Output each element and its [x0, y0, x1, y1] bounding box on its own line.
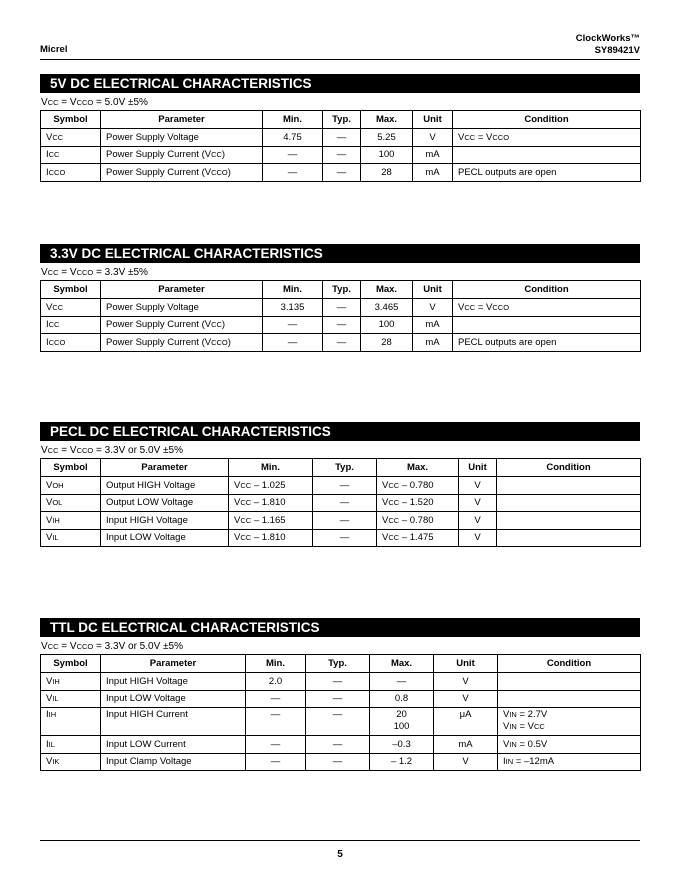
table-row: [41, 146, 641, 164]
table-cell: VCC – 0.780: [377, 477, 459, 495]
table-cell: V: [434, 673, 498, 691]
table-cell: —: [323, 129, 361, 147]
table-cell: 20 100: [370, 708, 434, 736]
table-cell: IIH: [41, 708, 101, 736]
table-cell: 3.135: [263, 299, 323, 317]
table-cell: Power Supply Current (VCC): [101, 146, 263, 164]
table-row: [41, 529, 641, 547]
column-header: Max.: [361, 111, 413, 129]
table-cell: Output LOW Voltage: [101, 494, 229, 512]
table-row: [41, 512, 641, 530]
table-row: [41, 164, 641, 182]
section-title: PECL DC ELECTRICAL CHARACTERISTICS: [40, 422, 640, 441]
table-cell: mA: [413, 164, 453, 182]
table-cell: 5.25: [361, 129, 413, 147]
table-cell: Power Supply Voltage: [101, 129, 263, 147]
table-cell: —: [246, 753, 306, 771]
table-cell: [497, 494, 641, 512]
section-title: 5V DC ELECTRICAL CHARACTERISTICS: [40, 74, 640, 93]
section-4: [40, 618, 640, 771]
table-cell: VIN = 0.5V: [498, 736, 641, 754]
column-header: Parameter: [101, 459, 229, 477]
table-cell: VIL: [41, 690, 101, 708]
table-row: [41, 736, 641, 754]
table-cell: VCC – 1.810: [229, 529, 313, 547]
table-cell: VCC – 1.165: [229, 512, 313, 530]
table-cell: —: [323, 334, 361, 352]
table-cell: V: [413, 129, 453, 147]
table-cell: VIK: [41, 753, 101, 771]
column-header: Max.: [377, 459, 459, 477]
table-cell: ICCO: [41, 164, 101, 182]
table-cell: —: [323, 316, 361, 334]
table-cell: 28: [361, 164, 413, 182]
table-cell: ICC: [41, 316, 101, 334]
table-cell: – 1.2: [370, 753, 434, 771]
table-cell: VCC – 1.520: [377, 494, 459, 512]
column-header: Unit: [413, 111, 453, 129]
table-cell: V: [434, 753, 498, 771]
table-cell: VIL: [41, 529, 101, 547]
column-header: Unit: [459, 459, 497, 477]
test-condition: VCC = VCCO = 5.0V ±5%: [41, 97, 148, 108]
table-cell: —: [263, 316, 323, 334]
table-cell: V: [459, 512, 497, 530]
table-cell: Input HIGH Voltage: [101, 512, 229, 530]
table-cell: —: [323, 299, 361, 317]
table-cell: —: [306, 690, 370, 708]
characteristics-table: [40, 280, 641, 352]
table-row: [41, 477, 641, 495]
table-cell: 0.8: [370, 690, 434, 708]
table-cell: [497, 512, 641, 530]
column-header: Max.: [370, 655, 434, 673]
table-cell: —: [306, 673, 370, 691]
header-rule: [40, 59, 640, 60]
table-cell: IIN = –12mA: [498, 753, 641, 771]
column-header: Typ.: [323, 281, 361, 299]
characteristics-table: [40, 458, 641, 547]
table-header-row: [41, 111, 641, 129]
table-cell: —: [263, 334, 323, 352]
table-cell: 28: [361, 334, 413, 352]
section-title: 3.3V DC ELECTRICAL CHARACTERISTICS: [40, 244, 640, 263]
column-header: Symbol: [41, 281, 101, 299]
table-cell: —: [246, 708, 306, 736]
table-cell: VCC – 1.810: [229, 494, 313, 512]
table-row: [41, 334, 641, 352]
column-header: Condition: [453, 281, 641, 299]
characteristics-table: [40, 110, 641, 182]
column-header: Unit: [434, 655, 498, 673]
table-cell: V: [434, 690, 498, 708]
table-cell: —: [323, 146, 361, 164]
table-cell: 100: [361, 316, 413, 334]
table-cell: —: [246, 736, 306, 754]
table-cell: [498, 673, 641, 691]
page-number: 5: [337, 849, 343, 860]
section-2: [40, 244, 640, 352]
document-header: [576, 33, 640, 57]
table-cell: —: [246, 690, 306, 708]
column-header: Typ.: [313, 459, 377, 477]
column-header: Symbol: [41, 655, 101, 673]
table-cell: —: [313, 477, 377, 495]
table-cell: VIN = 2.7V VIN = VCC: [498, 708, 641, 736]
table-cell: —: [370, 673, 434, 691]
part-number: SY89421V: [594, 45, 640, 56]
column-header: Parameter: [101, 655, 246, 673]
column-header: Parameter: [101, 281, 263, 299]
table-cell: VCC: [41, 299, 101, 317]
table-cell: Input LOW Voltage: [101, 529, 229, 547]
table-cell: VIH: [41, 673, 101, 691]
table-cell: IIL: [41, 736, 101, 754]
table-cell: Input HIGH Voltage: [101, 673, 246, 691]
table-cell: V: [459, 477, 497, 495]
table-row: [41, 690, 641, 708]
table-row: [41, 753, 641, 771]
table-cell: V: [413, 299, 453, 317]
table-cell: [453, 146, 641, 164]
table-cell: —: [306, 753, 370, 771]
table-cell: VCC – 1.475: [377, 529, 459, 547]
table-cell: –0.3: [370, 736, 434, 754]
table-cell: Power Supply Current (VCCO): [101, 164, 263, 182]
table-cell: —: [306, 736, 370, 754]
table-cell: Output HIGH Voltage: [101, 477, 229, 495]
column-header: Typ.: [323, 111, 361, 129]
table-cell: 100: [361, 146, 413, 164]
test-condition: VCC = VCCO = 3.3V or 5.0V ±5%: [41, 641, 183, 652]
test-condition: VCC = VCCO = 3.3V or 5.0V ±5%: [41, 445, 183, 456]
table-cell: Input LOW Current: [101, 736, 246, 754]
table-cell: VCC = VCCO: [453, 299, 641, 317]
table-cell: PECL outputs are open: [453, 334, 641, 352]
table-cell: —: [306, 708, 370, 736]
table-header-row: [41, 459, 641, 477]
column-header: Condition: [498, 655, 641, 673]
section-title: TTL DC ELECTRICAL CHARACTERISTICS: [40, 618, 640, 637]
table-cell: VOH: [41, 477, 101, 495]
table-cell: V: [459, 494, 497, 512]
table-row: [41, 708, 641, 736]
column-header: Unit: [413, 281, 453, 299]
footer-rule: [40, 840, 640, 841]
table-cell: VCC = VCCO: [453, 129, 641, 147]
column-header: Symbol: [41, 459, 101, 477]
table-cell: [497, 477, 641, 495]
table-cell: VIH: [41, 512, 101, 530]
column-header: Min.: [263, 111, 323, 129]
section-3: [40, 422, 640, 547]
table-cell: Input HIGH Current: [101, 708, 246, 736]
column-header: Typ.: [306, 655, 370, 673]
table-cell: 3.465: [361, 299, 413, 317]
table-cell: V: [459, 529, 497, 547]
table-cell: —: [313, 494, 377, 512]
table-cell: PECL outputs are open: [453, 164, 641, 182]
table-row: [41, 299, 641, 317]
table-cell: Power Supply Current (VCCO): [101, 334, 263, 352]
company-name: Micrel: [40, 44, 68, 55]
column-header: Parameter: [101, 111, 263, 129]
table-cell: Power Supply Voltage: [101, 299, 263, 317]
table-cell: mA: [413, 316, 453, 334]
column-header: Condition: [497, 459, 641, 477]
characteristics-table: [40, 654, 641, 771]
table-row: [41, 494, 641, 512]
table-cell: Input Clamp Voltage: [101, 753, 246, 771]
product-line: ClockWorks™: [575, 33, 640, 44]
table-cell: Input LOW Voltage: [101, 690, 246, 708]
table-row: [41, 316, 641, 334]
table-cell: VOL: [41, 494, 101, 512]
table-cell: ICCO: [41, 334, 101, 352]
table-cell: VCC: [41, 129, 101, 147]
table-cell: [497, 529, 641, 547]
test-condition: VCC = VCCO = 3.3V ±5%: [41, 267, 148, 278]
table-row: [41, 129, 641, 147]
table-cell: VCC – 0.780: [377, 512, 459, 530]
table-cell: VCC – 1.025: [229, 477, 313, 495]
table-cell: 4.75: [263, 129, 323, 147]
table-cell: mA: [413, 334, 453, 352]
column-header: Max.: [361, 281, 413, 299]
table-cell: Power Supply Current (VCC): [101, 316, 263, 334]
table-cell: —: [263, 146, 323, 164]
column-header: Min.: [246, 655, 306, 673]
table-cell: mA: [413, 146, 453, 164]
column-header: Min.: [229, 459, 313, 477]
column-header: Condition: [453, 111, 641, 129]
table-cell: —: [323, 164, 361, 182]
table-cell: [453, 316, 641, 334]
table-cell: mA: [434, 736, 498, 754]
table-cell: —: [313, 529, 377, 547]
table-cell: —: [263, 164, 323, 182]
table-row: [41, 673, 641, 691]
column-header: Min.: [263, 281, 323, 299]
table-cell: 2.0: [246, 673, 306, 691]
section-1: [40, 74, 640, 182]
column-header: Symbol: [41, 111, 101, 129]
table-header-row: [41, 655, 641, 673]
table-cell: [498, 690, 641, 708]
table-header-row: [41, 281, 641, 299]
table-cell: ICC: [41, 146, 101, 164]
table-cell: —: [313, 512, 377, 530]
table-cell: μA: [434, 708, 498, 736]
